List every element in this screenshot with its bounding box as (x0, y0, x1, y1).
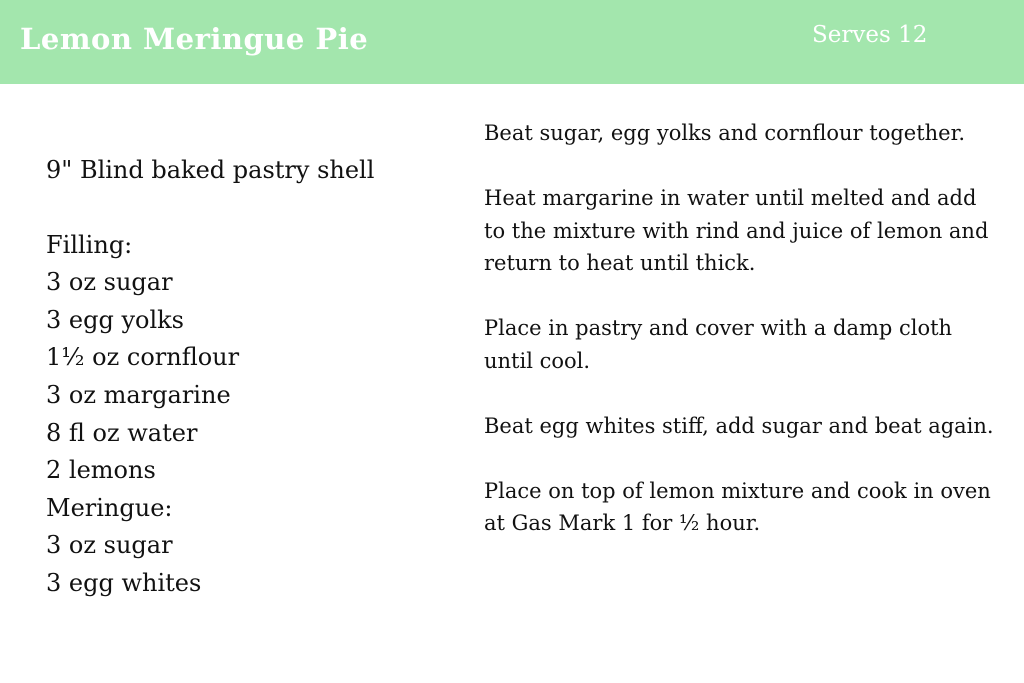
ingredient-item: 3 oz sugar (46, 268, 173, 297)
recipe-title: Lemon Meringue Pie (20, 22, 369, 56)
ingredient-item: 3 egg whites (46, 568, 202, 597)
ingredient-item: 1½ oz cornflour (46, 343, 240, 372)
method-step: Heat margarine in water until melted and add to the mixture with rind and juice of lemon and return to heat until thick. (484, 186, 989, 275)
meringue-heading: Meringue: (46, 493, 173, 522)
pastry-shell: 9" Blind baked pastry shell (46, 156, 375, 184)
method-step: Place in pastry and cover with a damp cloth until cool. (484, 316, 953, 373)
method-step: Beat egg whites stiff, add sugar and beat again. (484, 413, 994, 438)
method-step: Place on top of lemon mixture and cook in oven at Gas Mark 1 for ½ hour. (484, 478, 991, 535)
ingredient-item: 3 oz margarine (46, 380, 231, 409)
recipe-header (0, 0, 1024, 84)
ingredient-item: 2 lemons (46, 456, 156, 485)
method-steps (484, 117, 1004, 572)
ingredient-item: 3 oz sugar (46, 531, 173, 560)
ingredients-list (46, 152, 456, 603)
ingredient-item: 3 egg yolks (46, 305, 184, 334)
ingredient-item: 8 fl oz water (46, 418, 198, 447)
serves-count: Serves 12 (812, 22, 928, 48)
method-step: Beat sugar, egg yolks and cornflour together. (484, 121, 966, 145)
filling-heading: Filling: (46, 230, 133, 259)
